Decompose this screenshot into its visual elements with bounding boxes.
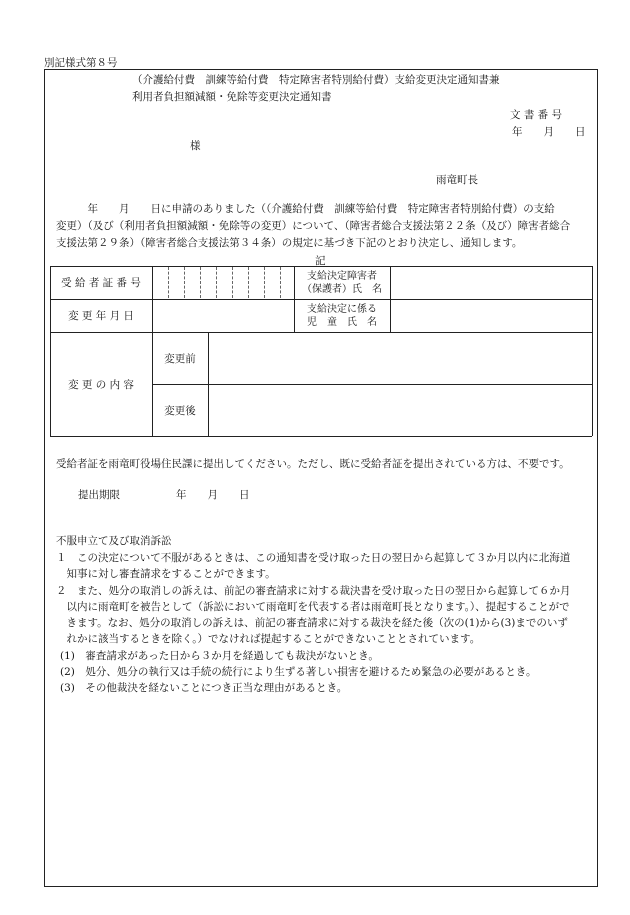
appeal-sub-1: (1) 審査請求があった日から３か月を経過しても裁決がないとき。: [60, 650, 379, 662]
after-change-field[interactable]: [209, 385, 591, 435]
appeal-sub-3: (3) その他裁決を経ないことにつき正当な理由があるとき。: [60, 682, 348, 694]
child-label-line-2: 児 童 氏 名: [307, 316, 377, 328]
intro-line-1: 年 月 日に申請のありました（（介護給付費 訓練等給付費 特定障害者特別給付費）の支給: [56, 203, 555, 215]
issuer-name: 雨竜町長: [436, 174, 478, 186]
intro-line-3: 支援法第２９条）（障害者総合支援法第３４条）の規定に基づき下記のとおり決定し、通知します。: [56, 237, 523, 249]
deadline-label: 提出期限: [78, 489, 120, 501]
appeal-item-2-line-4: れかに該当するときを除く。）でなければ提起することができないこととされています。: [56, 633, 481, 645]
before-change-field[interactable]: [209, 333, 591, 383]
appeal-heading: 不服申立て及び取消訴訟: [56, 535, 172, 547]
recipient-honorific: 様: [190, 140, 201, 152]
issue-date: 年 月 日: [512, 126, 586, 138]
document-frame: [44, 69, 598, 887]
intro-line-2: 変更）（及び（利用者負担額減額・免除等の変更）について、（障害者総合支援法第２２条（及び）障害者総合: [56, 220, 571, 232]
after-change-label: 変更後: [164, 404, 196, 417]
applicant-label-line-2: （保護者）氏 名: [302, 283, 382, 295]
recipient-cert-number-label: 受 給 者 証 番 号: [61, 277, 141, 289]
child-name-label: [294, 299, 390, 332]
child-label-line-1: 支給決定に係る: [307, 303, 377, 315]
doc-number-label: 文 書 番 号: [510, 109, 563, 121]
recipient-cert-number-field[interactable]: [153, 267, 293, 298]
child-name-field[interactable]: [391, 300, 591, 331]
appeal-sub-2: (2) 処分、処分の執行又は手続の続行により生ずる著しい損害を避けるため緊急の必要があるとき。: [60, 666, 537, 678]
appeal-item-2-line-1: ２ また、処分の取消しの訴えは、前記の審査請求に対する裁決書を受け取った日の翌日から起算して６か月: [56, 585, 571, 597]
title-line-1: （介護給付費 訓練等給付費 特定障害者特別給付費）支給変更決定通知書兼: [132, 74, 500, 86]
submit-notice: 受給者証を雨竜町役場住民課に提出してください。ただし、既に受給者証を提出されている方は、不要です。: [56, 458, 570, 470]
appeal-item-2-line-2: 以内に雨竜町を被告として（訴訟において雨竜町を代表する者は雨竜町長となります。）、提起することがで: [56, 601, 570, 613]
change-date-label: 変 更 年 月 日: [68, 310, 134, 322]
applicant-name-field[interactable]: [391, 267, 591, 298]
appeal-item-1-line-2: 知事に対し審査請求をすることができます。: [56, 568, 276, 580]
title-line-2: 利用者負担額減額・免除等変更決定通知書: [132, 91, 332, 103]
appeal-item-2-line-3: きます。なお、処分の取消しの訴えは、前記の審査請求に対する裁決を経た後（次の(1)から(3)までのいず: [56, 617, 568, 629]
ki-heading: 記: [315, 255, 326, 267]
deadline-date: 年 月 日: [176, 489, 250, 501]
change-content-label: 変 更 の 内 容: [68, 378, 134, 391]
form-number: 別記様式第８号: [44, 57, 118, 69]
applicant-name-label: [294, 266, 390, 299]
appeal-item-1-line-1: １ この決定について不服があるときは、この通知書を受け取った日の翌日から起算して３か月以内に北海道: [56, 552, 571, 564]
before-change-label: 変更前: [164, 352, 196, 365]
applicant-label-line-1: 支給決定障害者: [307, 270, 377, 282]
change-date-field[interactable]: [153, 300, 293, 331]
